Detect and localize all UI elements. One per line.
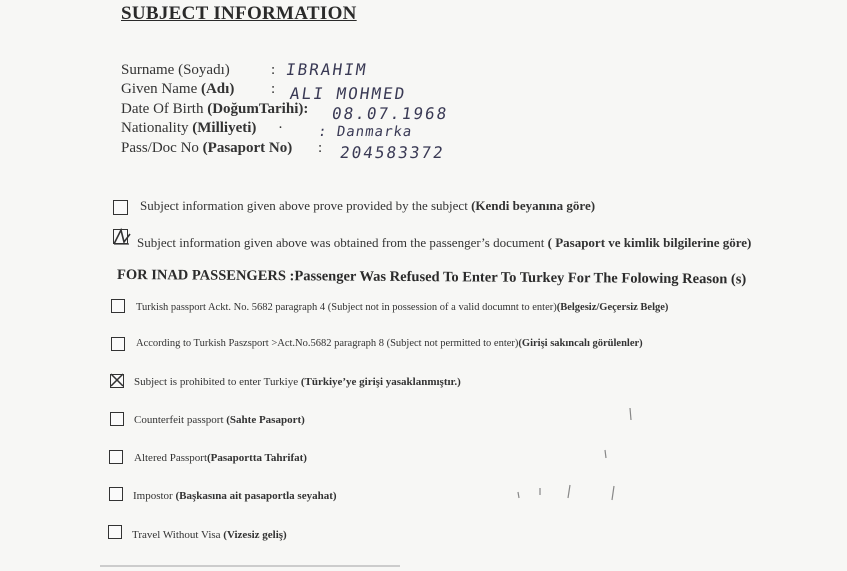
reason-impostor [133, 490, 337, 502]
source-option-document [137, 235, 751, 251]
field-separator: : [271, 81, 276, 97]
field-label-tr: (DoğumTarihi): [207, 101, 309, 117]
option-text-tr: (Belgesiz/Geçersiz Belge) [556, 302, 669, 313]
field-separator: : [318, 140, 323, 156]
option-text-tr: (Vizesiz geliş) [223, 529, 287, 541]
field-label-tr: (Soyadı) [178, 62, 230, 78]
option-text: Altered Passport [134, 452, 208, 464]
reason-checkbox-not-permitted[interactable] [111, 337, 125, 351]
reason-not-permitted [136, 338, 643, 349]
reason-checkbox-prohibited[interactable] [110, 374, 124, 388]
reason-counterfeit [134, 414, 305, 426]
field-date-of-birth [121, 101, 308, 118]
x-mark-icon [109, 371, 125, 387]
field-surname [121, 62, 276, 79]
reason-prohibited [134, 376, 461, 388]
page-title: SUBJECT INFORMATION [121, 3, 357, 24]
reason-no-visa [132, 529, 287, 541]
reason-checkbox-no-document[interactable] [111, 299, 125, 313]
option-text-tr: ( Pasaport ve kimlik bilgilerine göre) [547, 235, 752, 250]
field-separator: · [278, 120, 283, 136]
source-option-subject [140, 198, 595, 214]
inad-heading: FOR INAD PASSENGERS :Passenger Was Refused To Enter To Turkey For The Folowing Reason (s) [116, 267, 747, 288]
reason-checkbox-impostor[interactable] [109, 487, 123, 501]
field-label-tr: (Pasaport No) [202, 140, 293, 156]
reason-checkbox-no-visa[interactable] [108, 525, 122, 539]
option-text-tr: (Girişi sakıncalı görülenler) [518, 338, 643, 349]
field-label: Nationality [121, 120, 189, 136]
option-text: Counterfeit passport [134, 414, 224, 426]
option-text: Turkish passport Ackt. No. 5682 paragraph 4 (Subject not in possession of a valid documnt to enter) [136, 302, 557, 313]
option-text: Travel Without Visa [132, 529, 221, 541]
field-pass-doc-no [121, 140, 323, 157]
option-text: Subject information given above prove provided by the subject [140, 198, 468, 213]
option-text: According to Turkish Paszsport >Act.No.5682 paragraph 8 (Subject not permitted to enter) [136, 338, 519, 349]
check-mark-icon [112, 226, 132, 246]
field-label-tr: (Milliyeti) [192, 120, 257, 136]
option-text: Subject is prohibited to enter Turkiye [134, 376, 299, 388]
nationality-value: : Danmarka [316, 124, 414, 140]
field-given-name [121, 81, 276, 98]
option-text-tr: (Pasaportta Tahrifat) [207, 452, 307, 464]
option-text-tr: (Başkasına ait pasaportla seyahat) [175, 490, 337, 502]
field-label: Surname [121, 62, 175, 78]
option-text: Subject information given above was obtained from the passenger’s document [137, 235, 545, 250]
scan-speckles [510, 400, 650, 520]
reason-checkbox-altered[interactable] [109, 450, 123, 464]
field-nationality [121, 120, 283, 137]
option-text: Impostor [133, 490, 173, 502]
reason-no-document [136, 302, 668, 313]
reason-checkbox-counterfeit[interactable] [110, 412, 124, 426]
given-name-value: ALI MOHMED [288, 84, 408, 103]
surname-value: IBRAHIM [284, 60, 369, 79]
field-label-tr: (Adı) [200, 81, 235, 97]
option-text-tr: (Türkiye’ye girişi yasaklanmıştır.) [300, 376, 461, 388]
source-checkbox-document[interactable] [113, 229, 128, 244]
option-text-tr: (Sahte Pasaport) [226, 414, 305, 426]
source-checkbox-subject[interactable] [113, 200, 128, 215]
field-label: Given Name [121, 81, 198, 97]
date-of-birth-value: 08.07.1968 [330, 104, 450, 123]
reason-altered [134, 452, 307, 464]
field-label: Pass/Doc No [121, 140, 199, 156]
option-text-tr: (Kendi beyanına göre) [471, 198, 596, 213]
pass-doc-no-value: 204583372 [338, 143, 447, 162]
field-separator: : [271, 62, 276, 78]
field-label: Date Of Birth [121, 101, 204, 117]
cut-off-line [100, 565, 400, 567]
